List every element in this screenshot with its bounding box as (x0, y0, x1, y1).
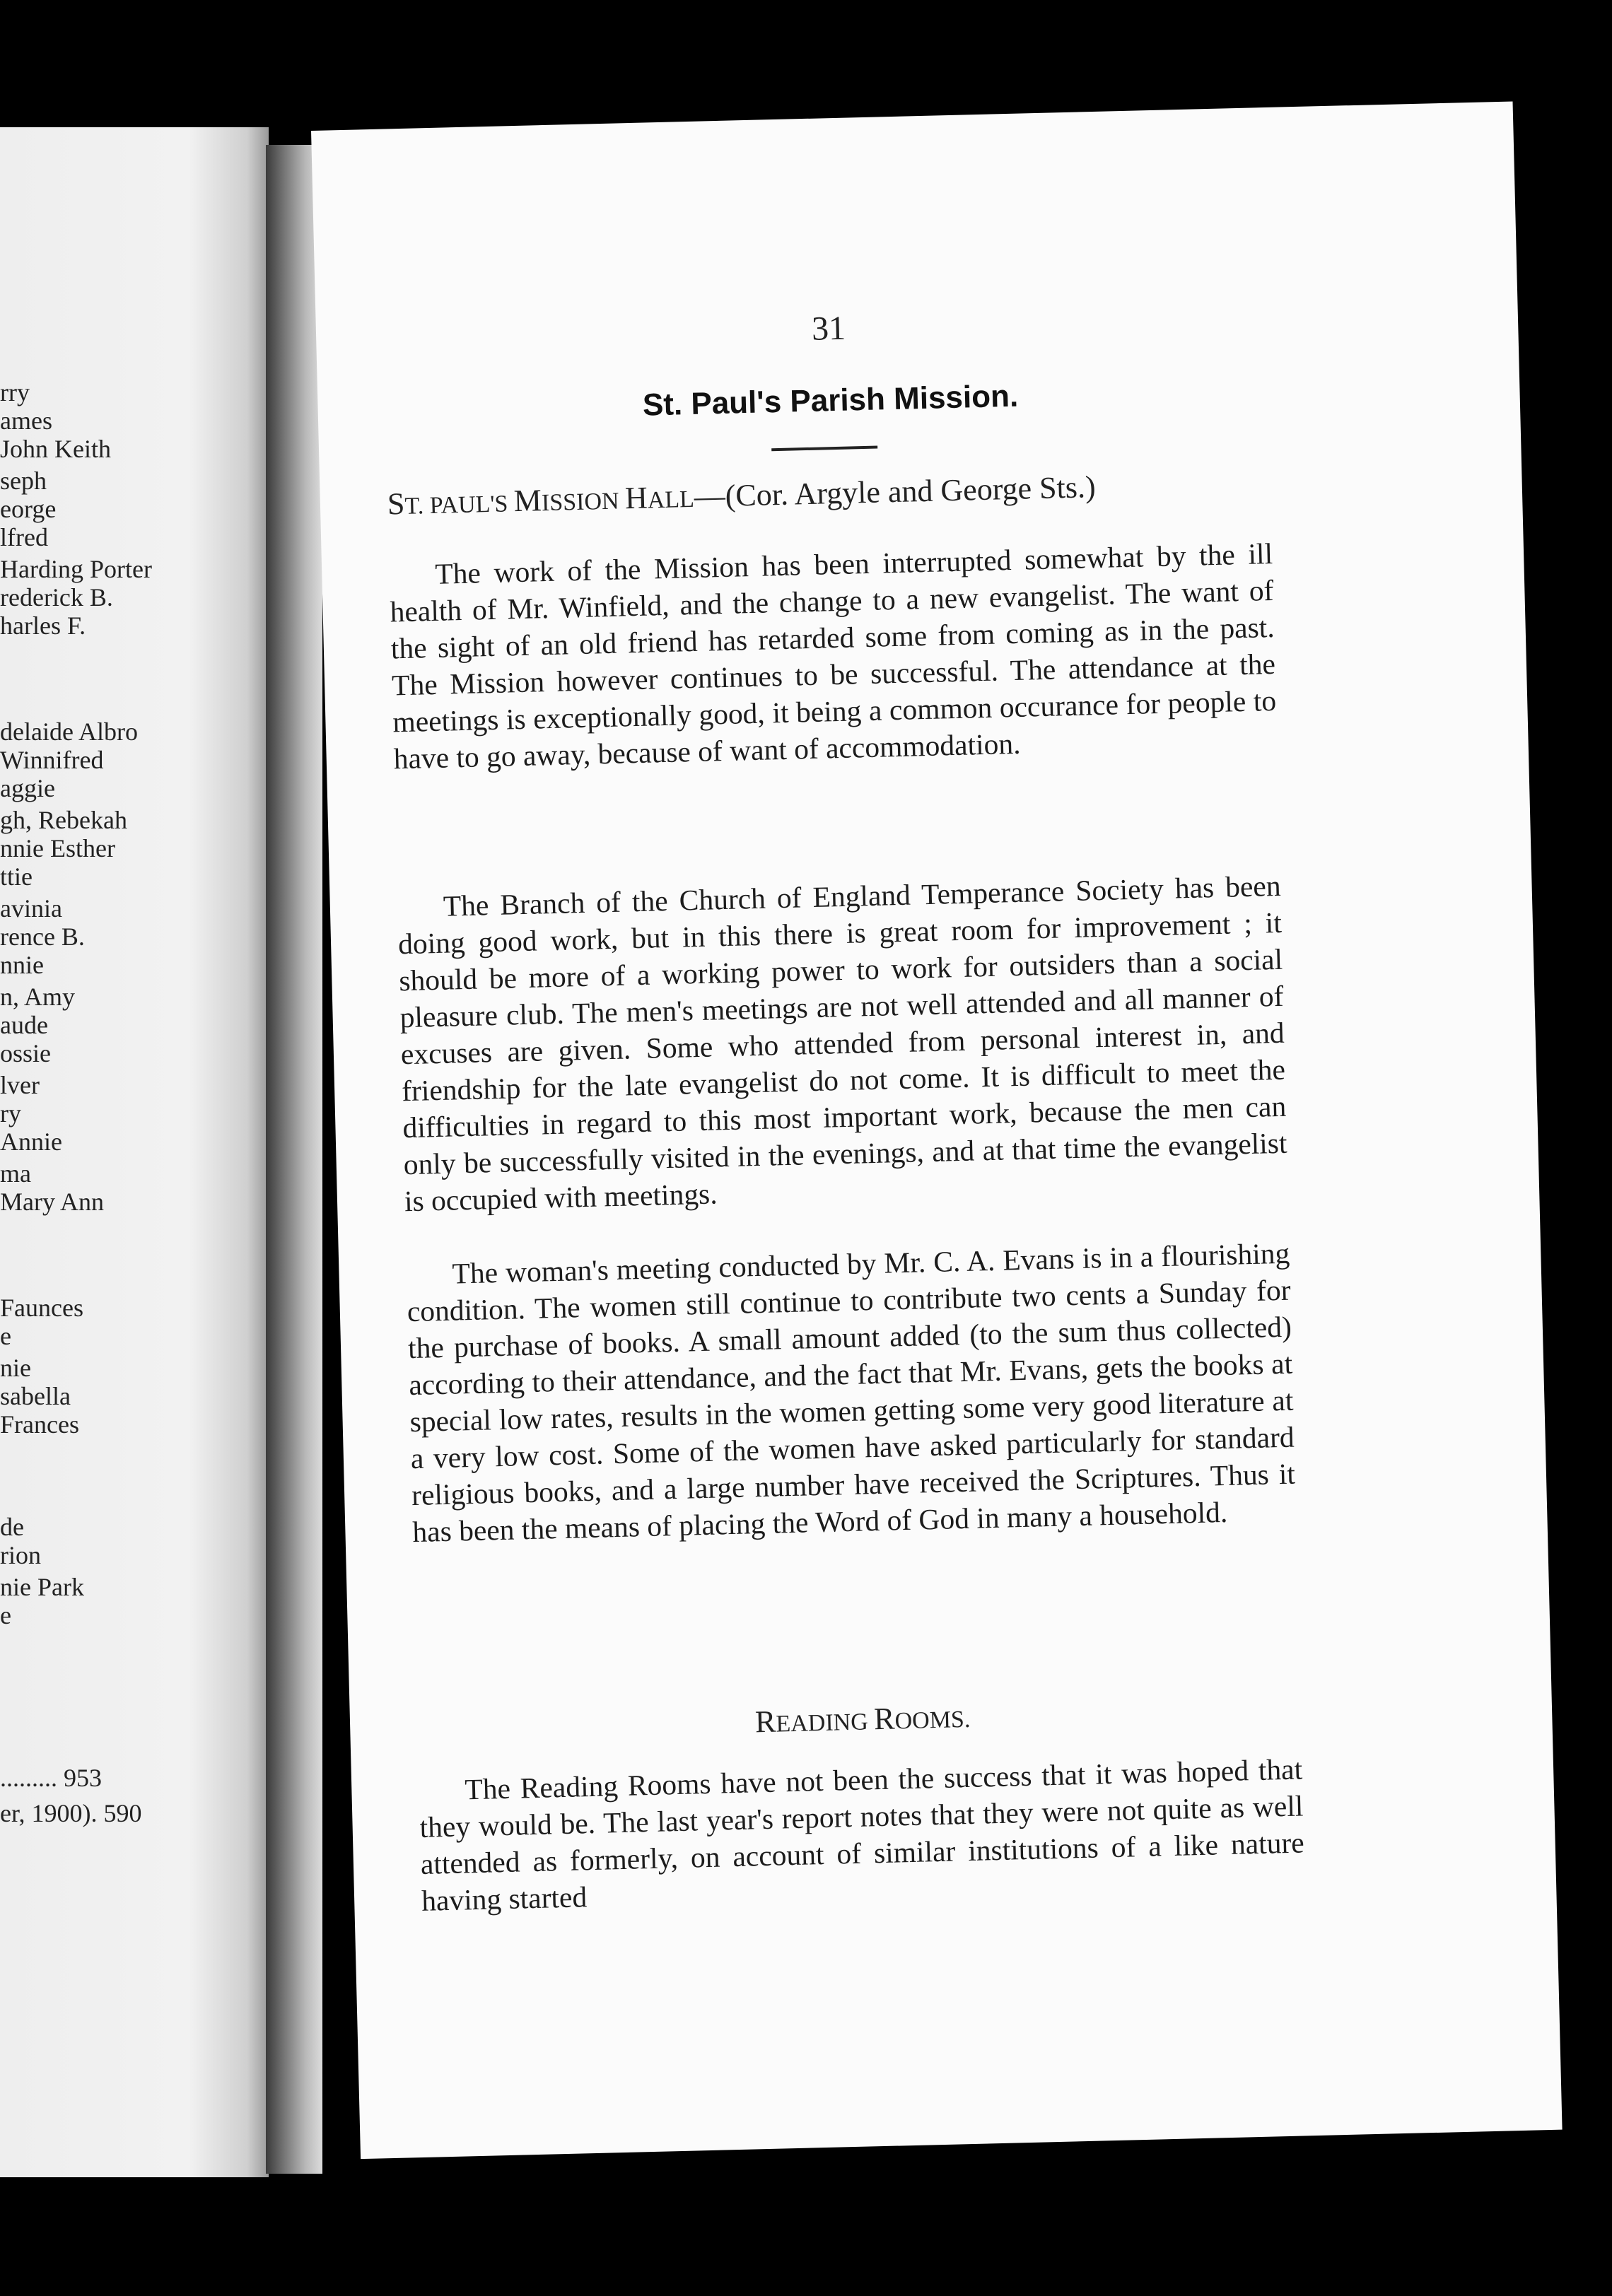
subheading-small-1: T. PAUL'S (404, 491, 515, 520)
left-page-line: nie (0, 1354, 31, 1382)
left-page-total-label: ......... (0, 1764, 64, 1792)
left-page-line: nie Park (0, 1573, 84, 1601)
left-page-line: rry (0, 378, 30, 406)
left-page-line: e (0, 1322, 11, 1350)
book-page (311, 101, 1563, 2159)
left-page-line: aggie (0, 774, 55, 802)
left-page-total-line (0, 1799, 142, 1827)
left-page-line: Frances (0, 1410, 79, 1439)
left-page-line: ma (0, 1159, 31, 1188)
left-page-line: nnie (0, 951, 44, 979)
left-page-total-value: 953 (64, 1764, 102, 1792)
left-page-line: rederick B. (0, 583, 113, 611)
reading-small-1: EADING (776, 1709, 875, 1738)
left-page-line: harles F. (0, 611, 86, 640)
paragraph-mission: The work of the Mission has been interrupted somewhat by the ill health of Mr. Winfield, and the change to a new evangelist. The want of the sight of an old friend has retarded some from coming as in the past. The Mission however continues to be successful. The attendance at the meetings is exceptionally good, it being a common occurance for people to have to go away, because of want of accommodation. (390, 537, 1277, 775)
left-page-line: ossie (0, 1039, 51, 1067)
reading-cap-2: R (873, 1701, 896, 1737)
left-page-total-value: 590 (103, 1799, 142, 1827)
left-page-line: e (0, 1601, 11, 1629)
left-page-line: Mary Ann (0, 1188, 104, 1216)
left-page-line: de (0, 1513, 24, 1541)
section-subheading (387, 469, 1096, 522)
left-page-line: gh, Rebekah (0, 806, 127, 834)
left-page-line: aude (0, 1011, 48, 1039)
subheading-cap-3: H (624, 480, 648, 516)
left-page-line: sabella (0, 1382, 71, 1410)
left-page-line: Winnifred (0, 746, 104, 774)
left-page-line: rion (0, 1541, 41, 1569)
left-page-line: eorge (0, 495, 57, 523)
left-page-line: nnie Esther (0, 834, 115, 862)
paragraph-womens-meeting: The woman's meeting conducted by Mr. C. A. Evans is in a flourishing condition. The women still continue to contribute two cents a Sunday for the purchase of books. A small amount added (to the sum thus collected) according to their attendance, and the fact that Mr. Evans, gets the books at special low rates, results in the women getting some very good literature at a very low cost. Some of the women have asked particularly for standard religious books, and a large number have received the Scriptures. Thus it has been the means of placing the Word of God in many a household. (407, 1236, 1296, 1549)
left-page-line: ry (0, 1099, 21, 1128)
title-rule (771, 446, 877, 452)
left-page-line: ttie (0, 862, 33, 891)
left-page-line: Harding Porter (0, 555, 152, 583)
previous-page (0, 127, 269, 2177)
left-page-line: John Keith (0, 435, 111, 463)
page-number: 31 (811, 309, 846, 348)
left-page-line: n, Amy (0, 983, 76, 1011)
subheading-rest: —(Cor. Argyle and George Sts.) (694, 469, 1097, 514)
left-page-line: Faunces (0, 1294, 83, 1322)
subheading-cap-1: S (387, 486, 406, 522)
left-page-line: rence B. (0, 922, 85, 951)
reading-cap-1: R (754, 1704, 776, 1740)
section-heading-reading-rooms (350, 1689, 1376, 1750)
reading-small-2: OOMS. (894, 1706, 971, 1735)
paragraph-temperance: The Branch of the Church of England Temperance Society has been doing good work, but in this there is great room for improvement ; it should be more of a working power to work for outsiders than a social pleasure club. The men's meetings are not well attended and all manner of excuses are given. Some who attended from personal interest in, and friendship for the late evangelist do not come. It is difficult to meet the difficulties in regard to this most important work, because the men can only be successfully visited in the evenings, and at that time the evangelist is occupied with meetings. (397, 869, 1287, 1218)
left-page-total-label: er, 1900). (0, 1799, 104, 1827)
subheading-cap-2: M (513, 483, 542, 519)
left-page-line: lver (0, 1071, 40, 1099)
left-page-line: seph (0, 467, 47, 495)
left-page-line: avinia (0, 894, 62, 922)
left-page-line: delaide Albro (0, 718, 138, 746)
left-page-total-line (0, 1764, 102, 1792)
subheading-small-2: ISSION (541, 488, 626, 517)
left-page-line: ames (0, 406, 52, 435)
left-page-line: Annie (0, 1128, 62, 1156)
left-page-line: lfred (0, 523, 48, 551)
subheading-small-3: ALL (647, 486, 695, 514)
paragraph-reading-rooms: The Reading Rooms have not been the success that it was hoped that they would be. The last year's report notes that they were not quite as well attended as formerly, on account of similar institutions of a like nature having started (419, 1752, 1305, 1917)
page-title: St. Paul's Parish Mission. (642, 378, 1019, 423)
book-gutter (266, 145, 322, 2174)
